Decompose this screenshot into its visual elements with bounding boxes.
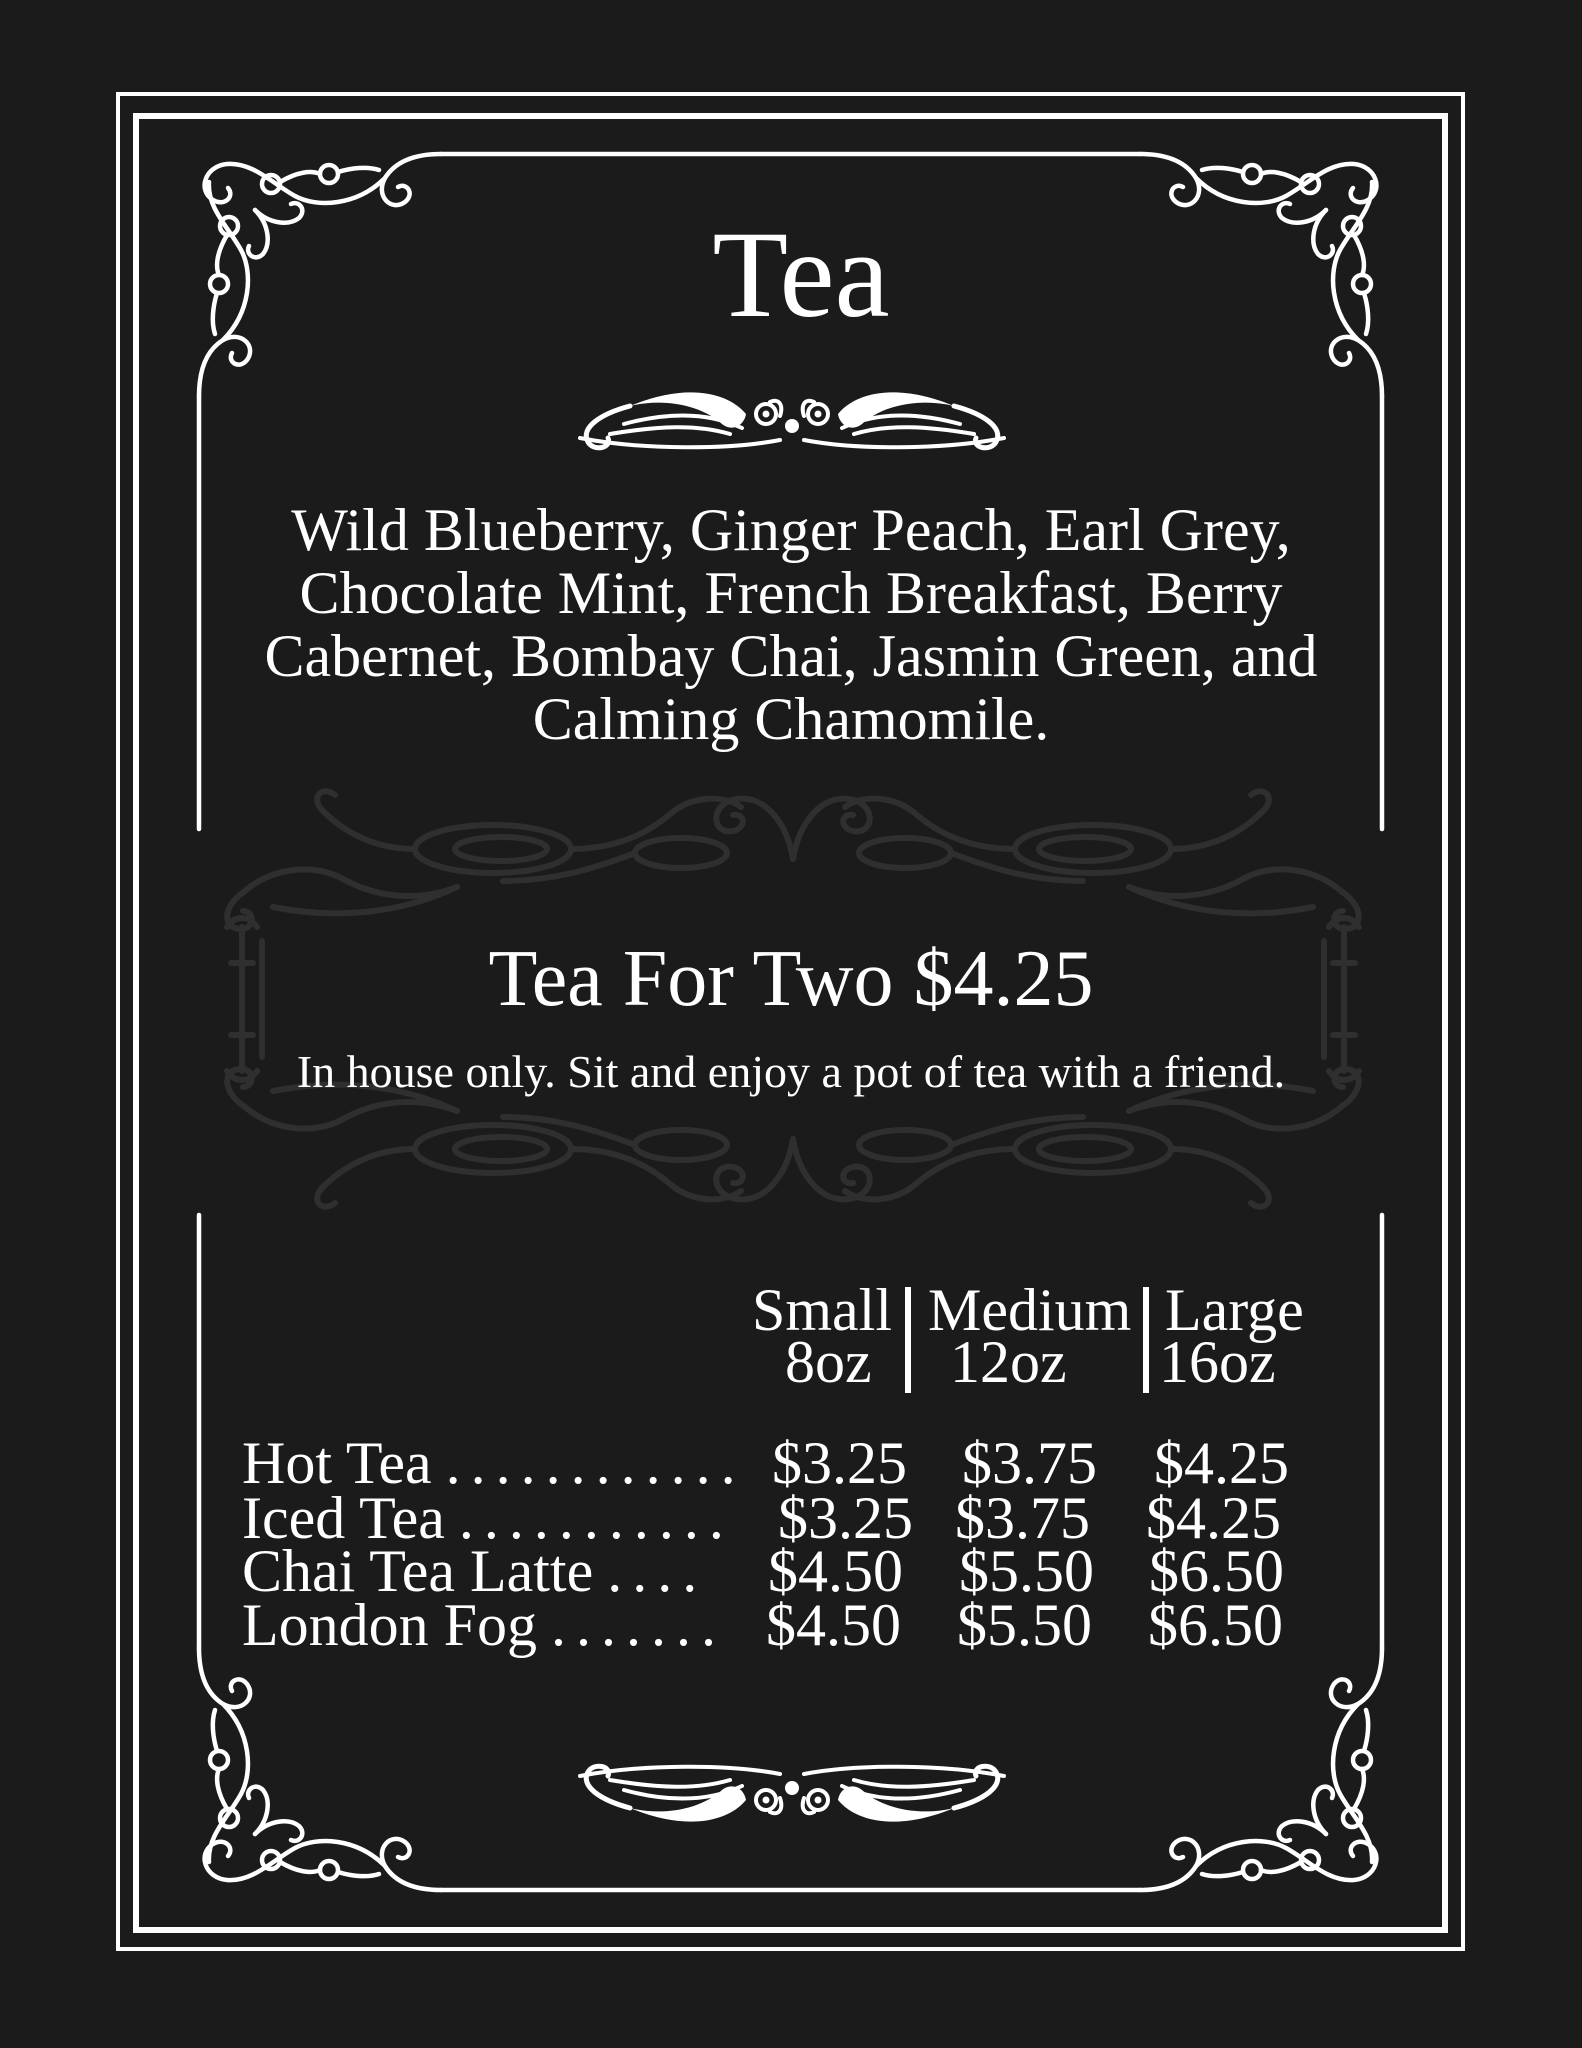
corner-flourish-bottom-right-icon [1140,1648,1382,1890]
price-small: $4.50 [766,1592,901,1658]
size-large-volume: 16oz [1159,1329,1276,1395]
filigree-panel-bottom-right [793,999,1359,1207]
size-medium-label: Medium [928,1277,1132,1343]
item-name: Iced Tea [242,1485,445,1551]
size-small-volume: 8oz [785,1329,872,1395]
table-row [242,1592,714,1658]
special-title: Tea For Two $4.25 [488,935,1094,1023]
price-small: $4.50 [768,1538,903,1604]
special-note: In house only. Sit and enjoy a pot of tea with a friend. [296,1046,1286,1097]
column-separator [1143,1287,1149,1393]
description-line: Chocolate Mint, French Breakfast, Berry [299,560,1283,626]
price-medium: $3.75 [962,1430,1097,1496]
size-medium-volume: 12oz [950,1329,1067,1395]
price-small: $3.25 [778,1485,913,1551]
dot-leader: . . . . . . . [551,1592,714,1658]
bottom-divider-icon [580,1766,1004,1821]
dot-leader: . . . . [607,1538,695,1604]
price-large: $4.25 [1146,1485,1281,1551]
filigree-panel-bottom-left [227,999,793,1207]
description-line: Calming Chamomile. [532,686,1050,752]
price-medium: $5.50 [959,1538,1094,1604]
price-large: $6.50 [1148,1592,1283,1658]
title-divider-icon [580,392,1004,447]
dot-leader: . . . . . . . . . . . . [445,1430,734,1496]
price-large: $6.50 [1149,1538,1284,1604]
column-separator [905,1287,911,1393]
size-large-label: Large [1165,1277,1304,1343]
item-name: Chai Tea Latte [242,1538,594,1604]
description-line: Cabernet, Bombay Chai, Jasmin Green, and [264,623,1318,689]
item-name: London Fog [242,1592,538,1658]
price-large: $4.25 [1154,1430,1289,1496]
price-small: $3.25 [772,1430,907,1496]
corner-flourish-bottom-left-icon [199,1648,441,1890]
dot-leader: . . . . . . . . . . . [458,1485,722,1551]
table-row [242,1430,734,1496]
price-medium: $3.75 [955,1485,1090,1551]
size-small-label: Small [752,1277,893,1343]
item-name: Hot Tea [242,1430,432,1496]
menu-title: Tea [712,206,890,343]
tea-flavors-description [0,499,1582,751]
description-line: Wild Blueberry, Ginger Peach, Earl Grey, [291,497,1291,563]
price-medium: $5.50 [957,1592,1092,1658]
